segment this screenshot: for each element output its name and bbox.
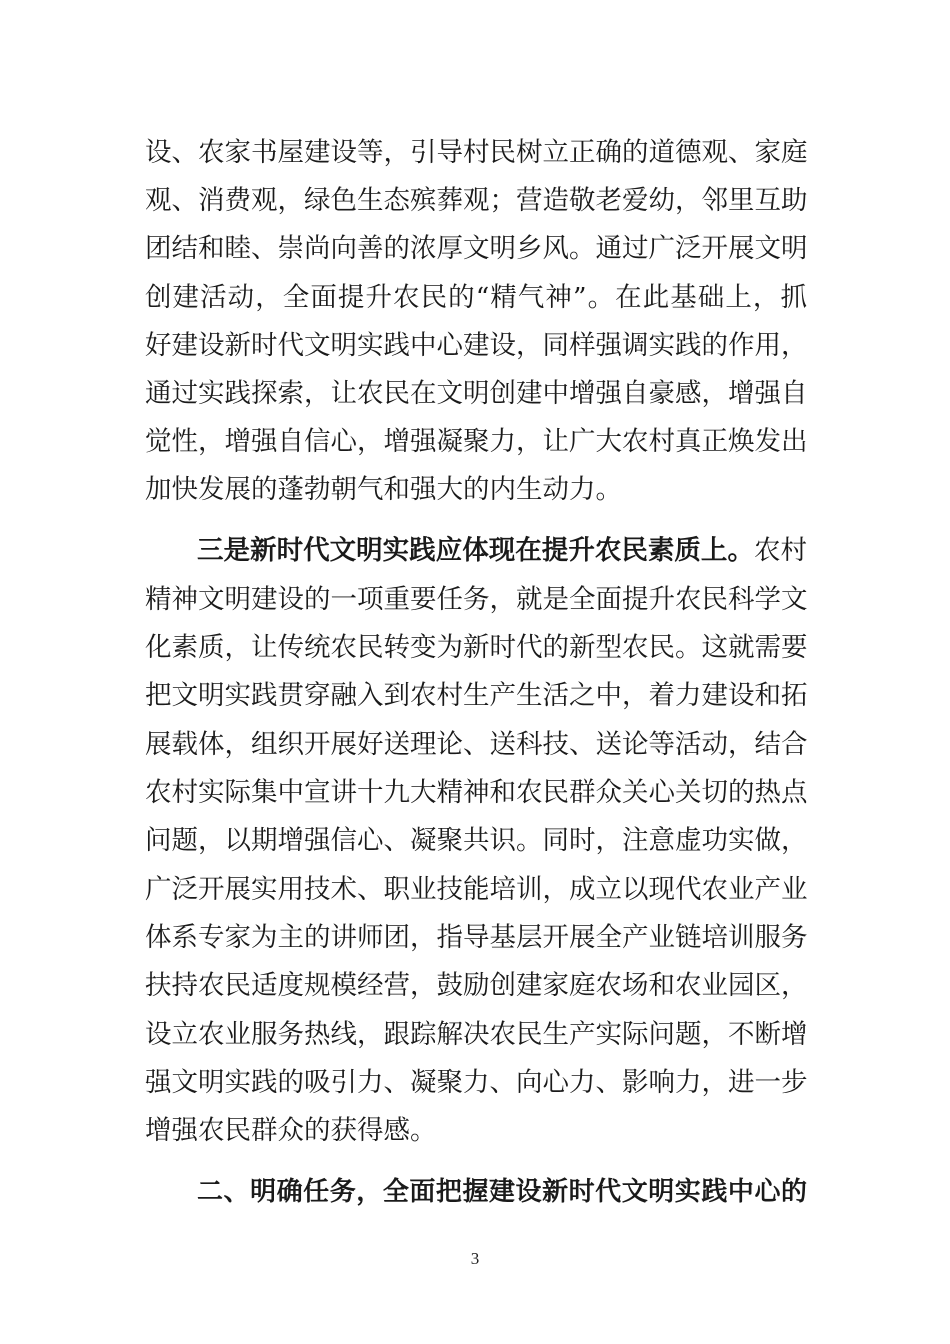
section-heading: 二、明确任务，全面把握建设新时代文明实践中心的 (197, 1177, 807, 1207)
section-lead-rest: 农村 (753, 535, 808, 566)
paragraph-line: 觉性，增强自信心，增强凝聚力，让广大农村真正焕发出 (145, 426, 808, 457)
section-lead-line (197, 531, 807, 571)
paragraph-line: 体系专家为主的讲师团，指导基层开展全产业链培训服务 (145, 922, 808, 953)
paragraph-line: 观、消费观，绿色生态殡葬观；营造敬老爱幼，邻里互助 (145, 185, 808, 216)
paragraph-line: 化素质，让传统农民转变为新时代的新型农民。这就需要 (145, 632, 808, 663)
paragraph-line: 展载体，组织开展好送理论、送科技、送论等活动，结合 (145, 729, 808, 760)
paragraph-line: 把文明实践贯穿融入到农村生产生活之中，着力建设和拓 (145, 680, 808, 711)
paragraph-line: 加快发展的蓬勃朝气和强大的内生动力。 (145, 474, 622, 505)
paragraph-line: 设、农家书屋建设等，引导村民树立正确的道德观、家庭 (145, 137, 808, 168)
paragraph-line: 创建活动，全面提升农民的“精气神”。在此基础上，抓 (145, 282, 807, 313)
section-lead-bold: 三是新时代文明实践应体现在提升农民素质上。 (197, 535, 754, 566)
page-number: 3 (470, 1249, 480, 1268)
paragraph-line: 增强农民群众的获得感。 (145, 1115, 437, 1146)
paragraph-line: 问题，以期增强信心、凝聚共识。同时，注意虚功实做， (145, 825, 808, 856)
paragraph-line: 农村实际集中宣讲十九大精神和农民群众关心关切的热点 (145, 777, 808, 808)
paragraph-line: 扶持农民适度规模经营，鼓励创建家庭农场和农业园区， (145, 970, 808, 1001)
paragraph-line: 好建设新时代文明实践中心建设，同样强调实践的作用， (145, 330, 808, 361)
paragraph-line: 强文明实践的吸引力、凝聚力、向心力、影响力，进一步 (145, 1067, 808, 1098)
paragraph-line: 通过实践探索，让农民在文明创建中增强自豪感，增强自 (145, 378, 808, 409)
paragraph-line: 广泛开展实用技术、职业技能培训，成立以现代农业产业 (145, 874, 808, 905)
paragraph-line: 团结和睦、崇尚向善的浓厚文明乡风。通过广泛开展文明 (145, 233, 808, 264)
paragraph-line: 精神文明建设的一项重要任务，就是全面提升农民科学文 (145, 584, 808, 615)
paragraph-line: 设立农业服务热线，跟踪解决农民生产实际问题，不断增 (145, 1019, 808, 1050)
